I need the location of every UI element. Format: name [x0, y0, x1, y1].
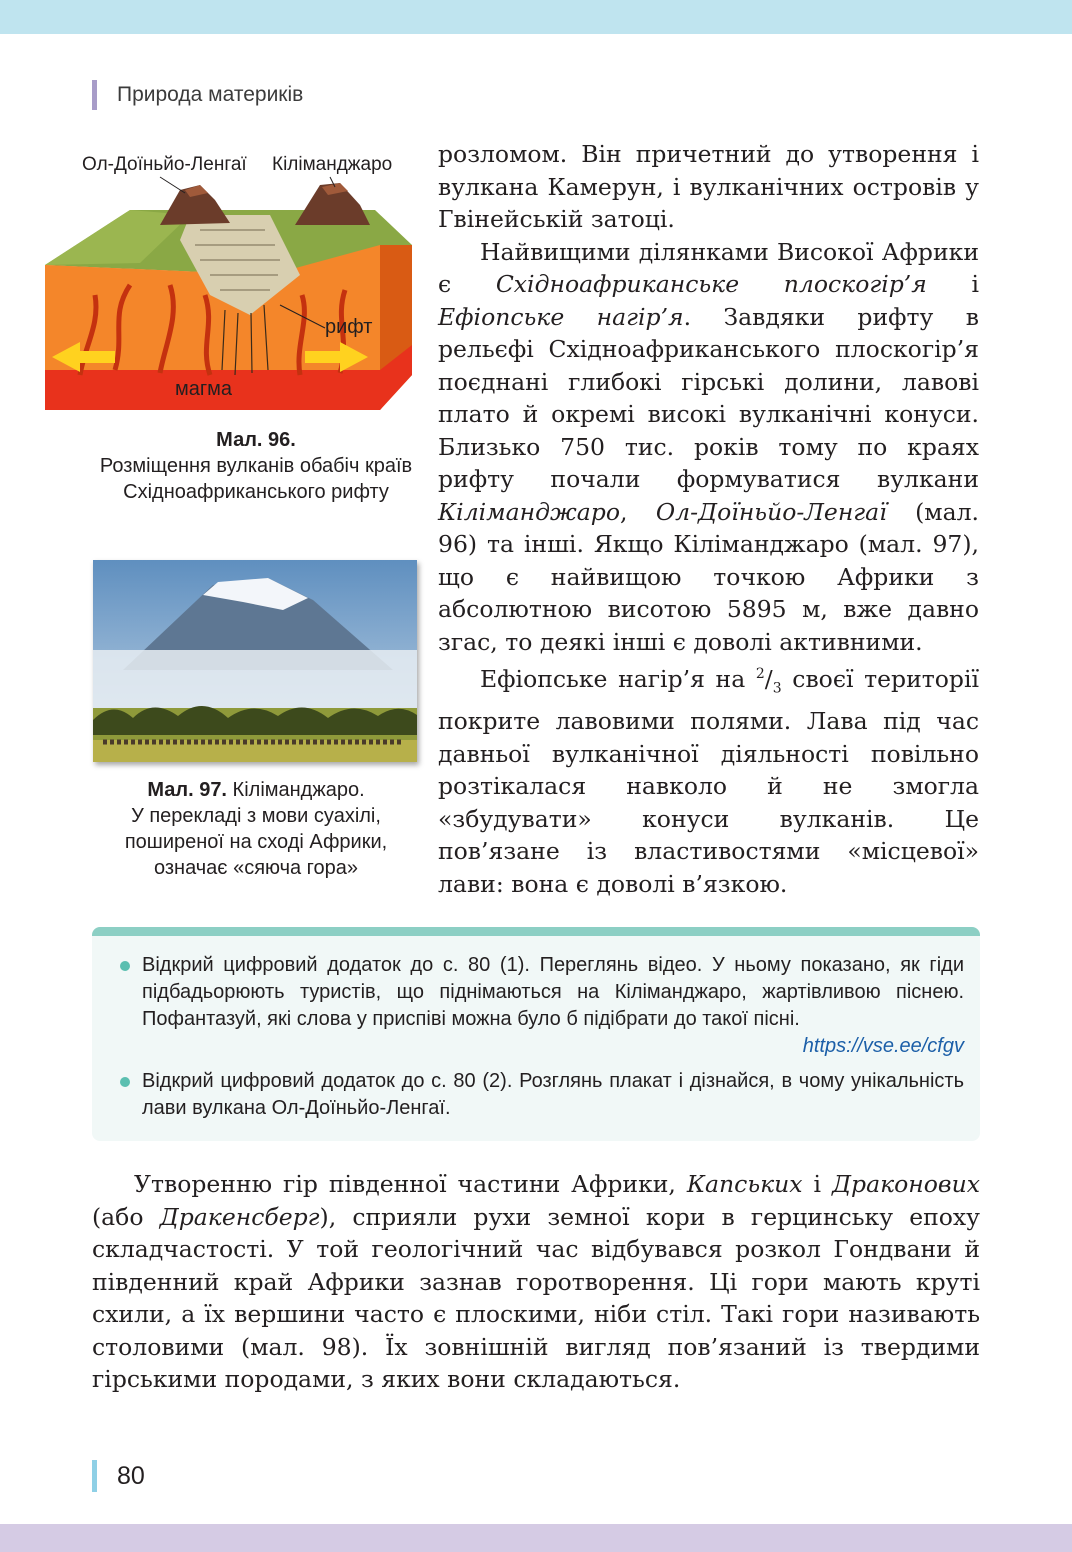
bottom-part-c: (або	[92, 1202, 160, 1231]
term-drakensberg: Драконових	[831, 1170, 980, 1198]
fraction-denominator: 3	[772, 680, 782, 697]
figure-96-caption-text: Розміщення вулканів обабіч країв Східноафриканського рифту	[99, 455, 413, 503]
paragraph-2	[438, 236, 979, 659]
bottom-part-a: Утворенню гір південної частини Африки,	[134, 1170, 687, 1198]
bottom-paragraph	[92, 1168, 980, 1396]
term-ol-doinyo-lengai: Ол-Доїньйо-Ленгаї	[655, 497, 887, 526]
figure-96-rift-diagram	[40, 145, 420, 415]
bottom-part-b: і	[802, 1170, 832, 1198]
p2-part-b: і	[926, 270, 979, 298]
p3-part-a: Ефіопське нагір’я на	[480, 664, 756, 693]
label-magma: магма	[175, 378, 233, 400]
top-color-band	[0, 0, 1072, 34]
term-cape-mountains: Капських	[686, 1170, 803, 1198]
bottom-part-d: ), сприяли рухи земної кори в герцинську епоху складчастості. У той геологічний час відбувався розкол Гондвани й південний край Африки зазнав горотворення. Ці гори мають круті схили, а їх вершини часто є плоскими, ніби стіл. Такі гори називають столовими (мал. 98). Їх зовнішній вигляд пов’язаний із твердими гірськими породами, з яких вони складаються.	[92, 1202, 980, 1393]
p2-part-c: . Завдяки рифту в рельєфі Східноафриканського плоскогір’я поєднані глибокі гірські долини, лавові плато й окремі високі вулканічні конуси. Близько 750 тис. років тому по краях рифту почали формуватися вулкани	[438, 302, 979, 493]
section-header	[92, 80, 303, 110]
section-title: Природа материків	[117, 83, 304, 106]
bottom-color-band	[0, 1524, 1072, 1552]
figure-97-number: Мал. 97.	[147, 779, 227, 801]
label-ol-doinyo-lengai: Ол-Доїньйо-Ленгаї	[82, 154, 247, 175]
p2-part-a: Найвищими ділянками Високої Африки є	[438, 237, 979, 298]
figure-97-caption	[92, 777, 420, 881]
digital-item-2-text: Відкрий цифровий додаток до с. 80 (2). Розглянь плакат і дізнайся, в чому унікальність лави вулкана Ол-Доїньйо-Ленгаї.	[142, 1070, 964, 1119]
page-number	[92, 1460, 145, 1492]
figure-97-title: Кіліманджаро.	[227, 779, 365, 801]
figure-96-caption	[92, 427, 420, 505]
term-ethiopian-highlands: Ефіопське нагір’я	[438, 302, 684, 331]
term-kilimanjaro: Кіліманджаро	[438, 497, 620, 526]
figure-97-kilimanjaro-photo	[93, 560, 417, 762]
digital-supplement-box	[92, 927, 980, 1141]
bullet-icon	[120, 1077, 130, 1087]
figure-97-caption-text: У перекладі з мови суахілі, поширеної на сході Африки, означає «сяюча гора»	[124, 805, 388, 879]
p2-part-e: (мал. 96) та інші. Якщо Кіліманджаро (мал. 97), що є найвищою точкою Африки з абсолютною висотою 5895 м, вже давно згас, то деякі інші є доволі активними.	[438, 497, 979, 656]
term-drakensberg-alt: Дракенсберг	[159, 1202, 320, 1231]
fraction-two-thirds	[755, 664, 782, 697]
label-rift: рифт	[325, 316, 373, 338]
figure-96-number: Мал. 96.	[216, 429, 296, 451]
p2-part-d: ,	[619, 497, 656, 526]
page-number-value: 80	[117, 1462, 145, 1490]
digital-link[interactable]: https://vse.ee/cfgv	[802, 1035, 964, 1057]
digital-item-1-text: Відкрий цифровий додаток до с. 80 (1). Переглянь відео. У ньому показано, як гіди підбадьорюють туристів, що піднімаються на Кіліманджаро, жартівливою піснею. Пофантазуй, які слова у приспіві можна було б підібрати до такої пісні.	[142, 954, 964, 1030]
fraction-separator: /	[764, 664, 773, 693]
label-kilimanjaro: Кіліманджаро	[272, 154, 393, 175]
fraction-numerator: 2	[755, 666, 765, 682]
digital-item-2	[120, 1068, 964, 1122]
digital-item-1	[120, 952, 964, 1060]
bullet-icon	[120, 961, 130, 971]
paragraph-1: розломом. Він причетний до утворення і вулкана Камерун, і вулканічних островів у Гвінейській затоці.	[438, 140, 979, 233]
main-text-column	[438, 138, 979, 900]
p3-part-b: своєї території покрите лавовими полями. Лава під час давньої вулканічної діяльності повільно розтікалася навколо й не змогла «збудувати» конуси вулканів. Це пов’язане із властивостями «місцевої» лави: вона є доволі в’язкою.	[438, 664, 979, 898]
paragraph-3	[438, 658, 979, 900]
term-east-african-plateau: Східноафриканське плоскогір’я	[495, 270, 927, 298]
